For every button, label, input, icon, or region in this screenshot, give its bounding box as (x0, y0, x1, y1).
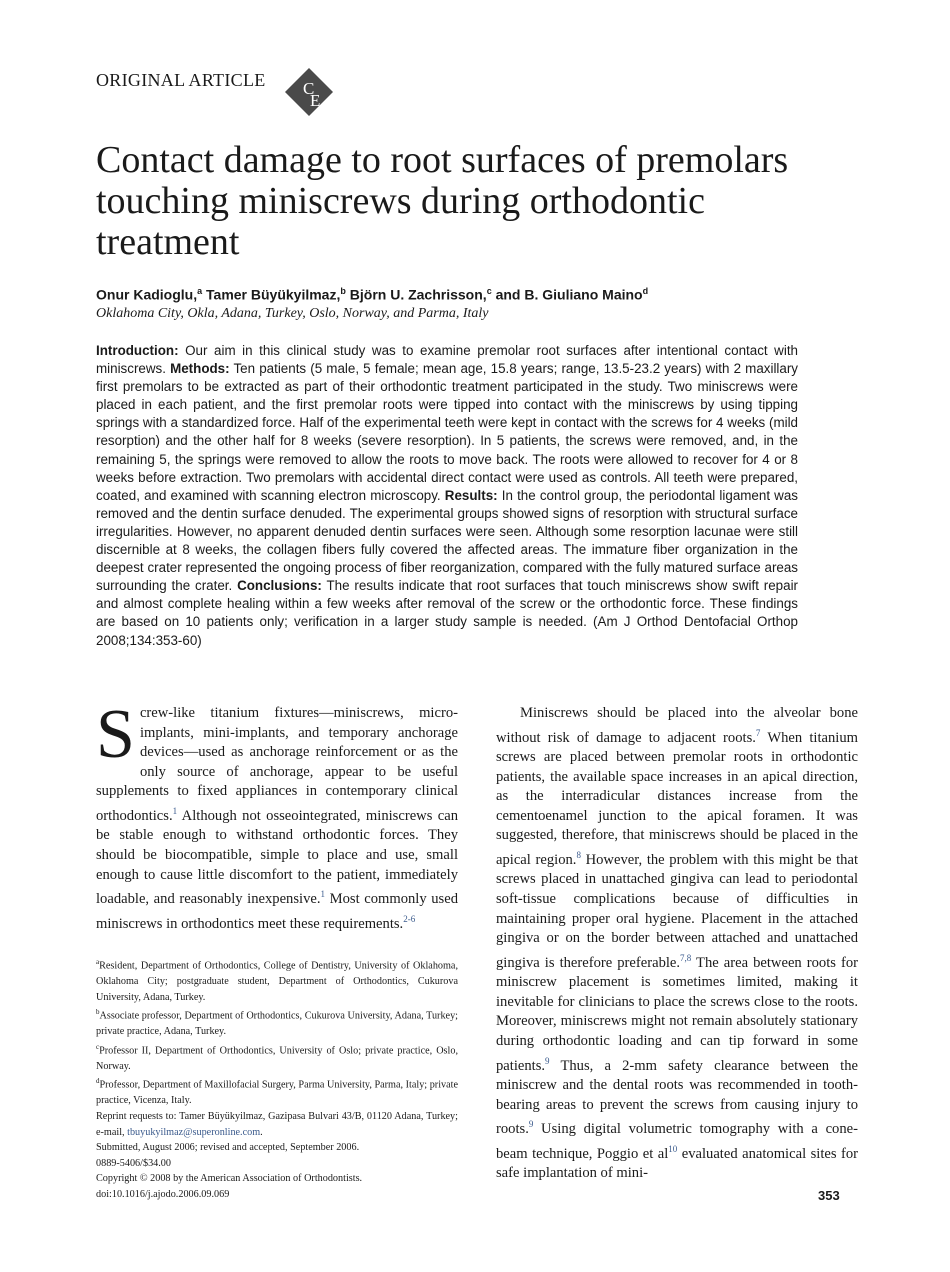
author-name: Onur Kadioglu, (96, 286, 198, 303)
affiliation: Oklahoma City, Okla, Adana, Turkey, Oslo, Norway, and Parma, Italy (96, 306, 489, 321)
footnote-a (96, 955, 458, 1005)
abstract-methods-text: Ten patients (5 male, 5 female; mean age, 15.8 years; range, 13.5-23.2 years) with 2 maxillary first premolars to be extracted as part of their orthodontic treatment participated in the study. Two miniscrews were placed in each patient, and the first premolar roots were tipped into contact with the miniscrews by using tipping springs with a standardized force. Half of the experimental teeth were kept in contact with the screws for 4 weeks (mild resorption) and the other half for 8 weeks (severe resorption). In 5 patients, the screws were removed, and, in the remaining 5, the springs were removed to allow the roots to move back. The roots were allowed to recover for 4 or 8 weeks before extraction. Two premolars with accidental direct contact were used as controls. All teeth were prepared, coated, and examined with scanning electron microscopy. (96, 361, 798, 503)
footnote-d (96, 1074, 458, 1109)
citation-link[interactable]: 7 (755, 727, 761, 738)
body-left-paragraph (96, 696, 458, 934)
article-title: Contact damage to root surfaces of premolars touching miniscrews during orthodontic treatment (96, 139, 789, 263)
footnote-b (96, 1005, 458, 1040)
doi: doi:10.1016/j.ajodo.2006.09.069 (96, 1188, 230, 1200)
abstract-conclusions-label: Conclusions: (237, 578, 322, 594)
citation-link[interactable]: 9 (528, 1119, 534, 1130)
abstract-intro-label: Introduction: (96, 343, 179, 358)
body-text: Thus, a 2-mm safety clearance between the miniscrew and the dental roots was recommended in tooth-bearing areas to prevent the screws from causing injury to roots. (496, 1057, 858, 1138)
citation-link[interactable]: 9 (545, 1055, 550, 1066)
section-label: ORIGINAL ARTICLE (96, 70, 266, 90)
author-mark: c (486, 286, 492, 296)
body-text: Miniscrews should be placed into the alveolar bone without risk of damage to adjacent roots. (496, 705, 858, 746)
email-link[interactable]: tbuyukyilmaz@superonline.com (127, 1126, 261, 1138)
footnote-text: Associate professor, Department of Orthodontics, Cukurova University, Adana, Turkey; private practice, Adana, Turkey. (96, 1010, 458, 1038)
body-text: The area between roots for miniscrew placement is sometimes limited, making it inevitable for clinicians to place the screws close to the roots. Moreover, miniscrews might not remain absolutely stationary during orthodontic loading and can tip forward in some patients. (496, 954, 858, 1074)
drop-cap: S (96, 696, 135, 773)
abstract-intro-text: Our aim in this clinical study was to examine premolar root surfaces after intentional contact with miniscrews. (96, 343, 798, 377)
body-text: However, the problem with this might be that screws placed in unattached gingiva can lead to periodontal soft-tissue complications because of difficulties in maintaining proper oral hygiene. Placement in the attached gingiva or on the border between attached and unattached gingiva is therefore preferable. (496, 851, 858, 971)
body-text: crew-like titanium fixtures—miniscrews, micro-implants, mini-implants, and temporary anchorage devices—used as anchorage reinforcement or as the only source of anchorage, appear to be useful supplements to fixed appliances in contemporary clinical orthodontics. (96, 705, 458, 824)
issn: 0889-5406/$34.00 (96, 1157, 171, 1169)
citation-link[interactable]: 1 (320, 889, 326, 900)
abstract-results-label: Results: (444, 487, 498, 503)
reprint-text: Reprint requests to: Tamer Büyükyilmaz, Gazipasa Bulvari 43/B, 01120 Adana, Turkey; e-mail, (96, 1110, 458, 1138)
citation-link[interactable]: 8 (576, 850, 581, 861)
citation-link[interactable]: 10 (668, 1143, 678, 1154)
citation-link[interactable]: 2-6 (403, 913, 416, 924)
author-mark: d (642, 286, 649, 296)
badge-letter-e: E (310, 91, 321, 110)
abstract-results-text: In the control group, the periodontal ligament was removed and the dentin surface denuded. The experimental groups showed signs of resorption with structural surface irregularities. However, no apparent denuded dentin surfaces were seen. Although some resorption lacunae were still discernible at 8 weeks, the collagen fibers fully covered the affected areas. The immature fiber organization in the deepest crater represented the ongoing process of fiber reorganization, compared with the fully matured surface areas surrounding the crater. (96, 487, 798, 594)
footnote-mark: d (96, 1077, 100, 1086)
author-name: and B. Giuliano Maino (495, 286, 643, 303)
author-mark: b (340, 286, 346, 296)
copyright: Copyright © 2008 by the American Association of Orthodontists. (96, 1173, 363, 1185)
reprint-end: . (260, 1126, 263, 1138)
footnote-text: Professor II, Department of Orthodontics, University of Oslo; private practice, Oslo, Norway. (96, 1045, 458, 1072)
body-text: When titanium screws are placed between premolar roots in orthodontic patients, the available space increases in an apical direction, as the interradicular distances increase from the cementoenamel junction to the apical foramen. It was suggested, therefore, that miniscrews should be placed in the apical region. (496, 729, 858, 868)
footnotes (96, 955, 458, 1202)
footnote-mark: a (96, 958, 100, 966)
ce-logo-icon (283, 66, 335, 118)
footnote-text: Professor, Department of Maxillofacial Surgery, Parma University, Parma, Italy; private practice, Vicenza, Italy. (96, 1079, 458, 1107)
citation-link[interactable]: 7,8 (680, 952, 692, 963)
body-text: Although not osseointegrated, miniscrews can be stable enough to withstand orthodontic forces. They should be biocompatible, simple to place and use, small enough to cause little discomfort to the patient, immediately loadable, and reasonably inexpensive. (96, 807, 458, 908)
submitted-date: Submitted, August 2006; revised and accepted, September 2006. (96, 1142, 360, 1154)
reprint-requests (96, 1109, 458, 1140)
body-right-paragraph (496, 704, 858, 1184)
abstract (96, 342, 798, 650)
body-text: evaluated anatomical sites for safe implantation of mini- (496, 1145, 859, 1182)
footnote-c (96, 1040, 458, 1075)
author-name: Björn U. Zachrisson, (349, 286, 487, 303)
footnote-mark: c (96, 1042, 100, 1051)
citation-link[interactable]: 1 (172, 805, 178, 816)
footnote-mark: b (96, 1008, 100, 1017)
footnote-text: Resident, Department of Orthodontics, College of Dentistry, University of Oklahoma, Oklahoma City; postgraduate student, Department of Orthodontics, Cukurova University, Adana, Turkey. (96, 960, 458, 1003)
author-mark: a (197, 286, 203, 296)
author-list (96, 286, 648, 303)
body-text: Most commonly used miniscrews in orthodontics meet these requirements. (96, 891, 458, 932)
abstract-methods-label: Methods: (170, 361, 230, 377)
page-number: 353 (818, 1188, 840, 1203)
author-name: Tamer Büyükyilmaz, (206, 286, 341, 303)
badge-letter-c: C (303, 79, 315, 98)
abstract-conclusions-text: The results indicate that root surfaces that touch miniscrews show swift repair and almost complete healing within a few weeks after removal of the screw or the orthodontic force. These findings are based on 10 patients only; verification in a larger study sample is needed. (Am J Orthod Dentofacial Orthop 2008;134:353-60) (96, 578, 798, 648)
body-text: Using digital volumetric tomography with a cone-beam technique, Poggio et al (496, 1121, 858, 1162)
